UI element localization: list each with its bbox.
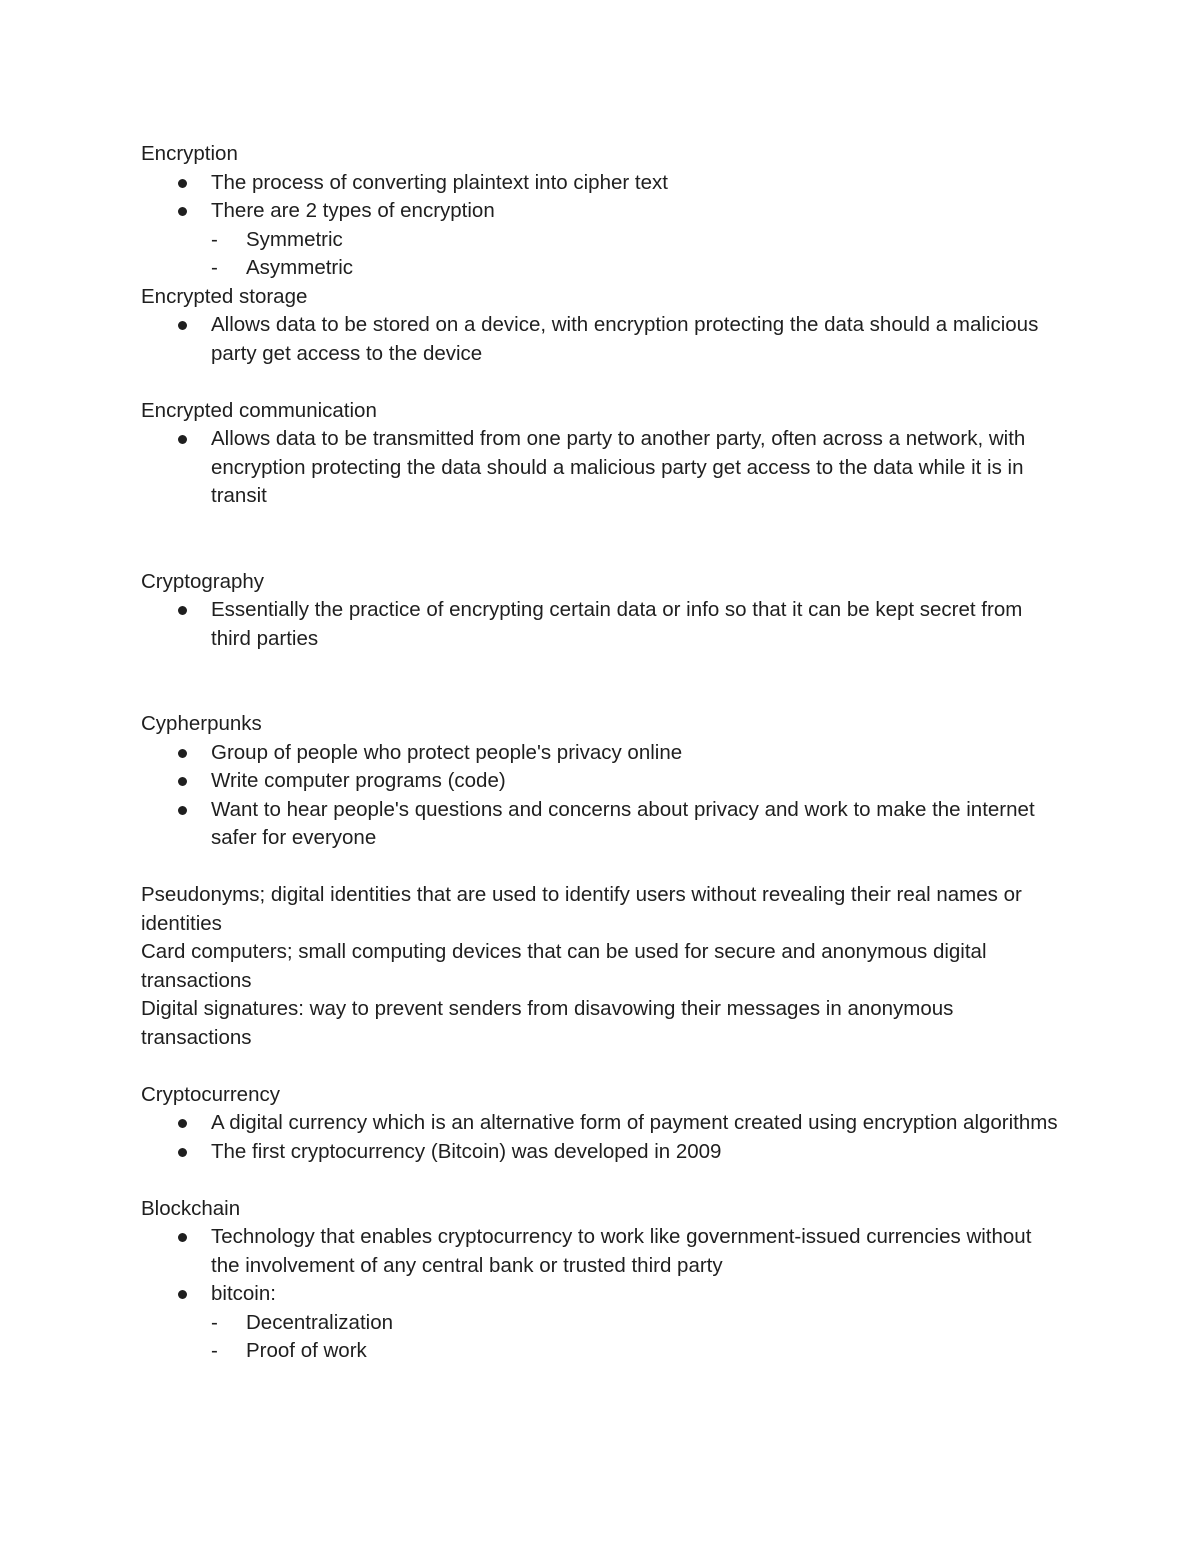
encrypted-communication-bullets xyxy=(141,425,1061,511)
list-item-text: Write computer programs (code) xyxy=(211,769,506,792)
dash-icon: - xyxy=(211,256,218,279)
bullet-icon xyxy=(178,1119,187,1128)
encryption-types xyxy=(141,226,1061,283)
encrypted-storage-bullets xyxy=(141,311,1061,368)
list-item xyxy=(141,1109,1061,1138)
bitcoin-items xyxy=(141,1309,1061,1366)
list-item xyxy=(141,1280,1061,1309)
blockchain-bullets xyxy=(141,1223,1061,1309)
list-item xyxy=(176,1309,1061,1338)
dash-icon: - xyxy=(211,1339,218,1362)
list-item xyxy=(141,1138,1061,1167)
list-item xyxy=(176,254,1061,283)
list-item xyxy=(176,1337,1061,1366)
list-item-text: Essentially the practice of encrypting certain data or info so that it can be kept secret from third parties xyxy=(211,598,1023,650)
definition-pseudonyms: Pseudonyms; digital identities that are used to identify users without revealing their real names or identities xyxy=(141,883,1022,935)
list-item-text: bitcoin: xyxy=(211,1282,276,1305)
bullet-icon xyxy=(178,1290,187,1299)
list-item-text: A digital currency which is an alternative form of payment created using encryption algorithms xyxy=(211,1111,1058,1134)
list-item-text: Allows data to be stored on a device, with encryption protecting the data should a malicious party get access to the device xyxy=(211,313,1039,365)
bullet-icon xyxy=(178,1233,187,1242)
list-item-text: Allows data to be transmitted from one party to another party, often across a network, with encryption protecting the data should a malicious party get access to the data while it is in transit xyxy=(211,427,1026,507)
encryption-bullets xyxy=(141,169,1061,226)
bullet-icon xyxy=(178,806,187,815)
bullet-icon xyxy=(178,321,187,330)
heading-cryptocurrency: Cryptocurrency xyxy=(141,1082,280,1106)
list-item xyxy=(141,739,1061,768)
cryptocurrency-bullets xyxy=(141,1109,1061,1166)
heading-encryption: Encryption xyxy=(141,142,238,165)
cryptography-bullets xyxy=(141,596,1061,653)
list-item-text: Proof of work xyxy=(246,1339,367,1362)
spacer xyxy=(141,853,1061,882)
list-item-text: Want to hear people's questions and concerns about privacy and work to make the internet safer for everyone xyxy=(211,797,1035,849)
spacer xyxy=(141,653,1061,710)
list-item xyxy=(141,596,1061,653)
list-item xyxy=(141,425,1061,511)
spacer xyxy=(141,368,1061,397)
definition-card-computers: Card computers; small computing devices that can be used for secure and anonymous digital transactions xyxy=(141,940,987,992)
list-item xyxy=(141,767,1061,796)
list-item xyxy=(141,1223,1061,1280)
list-item xyxy=(176,226,1061,255)
document-page xyxy=(141,140,1061,1366)
spacer xyxy=(141,1166,1061,1195)
bullet-icon xyxy=(178,207,187,216)
list-item-text: The process of converting plaintext into cipher text xyxy=(211,170,668,194)
definition-digital-signatures: Digital signatures: way to prevent senders from disavowing their messages in anonymous transactions xyxy=(141,997,954,1049)
spacer xyxy=(141,511,1061,568)
list-item-text: Decentralization xyxy=(246,1310,393,1334)
list-item xyxy=(141,311,1061,368)
heading-blockchain: Blockchain xyxy=(141,1196,241,1220)
heading-cypherpunks: Cypherpunks xyxy=(141,712,262,735)
bullet-icon xyxy=(178,606,187,615)
list-item-text: Symmetric xyxy=(246,227,343,251)
list-item-text: There are 2 types of encryption xyxy=(211,199,495,222)
list-item-text: Asymmetric xyxy=(246,256,354,279)
list-item-text: The first cryptocurrency (Bitcoin) was developed in 2009 xyxy=(211,1139,722,1163)
bullet-icon xyxy=(178,435,187,444)
bullet-icon xyxy=(178,1148,187,1157)
dash-icon: - xyxy=(211,227,218,251)
heading-encrypted-storage: Encrypted storage xyxy=(141,284,308,308)
dash-icon: - xyxy=(211,1310,218,1334)
cypherpunks-bullets xyxy=(141,739,1061,853)
heading-encrypted-communication: Encrypted communication xyxy=(141,398,377,422)
list-item-text: Technology that enables cryptocurrency to work like government-issued currencies without the involvement of any central bank or trusted third party xyxy=(211,1225,1032,1277)
spacer xyxy=(141,1052,1061,1081)
list-item xyxy=(141,796,1061,853)
list-item xyxy=(141,169,1061,198)
bullet-icon xyxy=(178,777,187,786)
list-item xyxy=(141,197,1061,226)
heading-cryptography: Cryptography xyxy=(141,569,265,593)
bullet-icon xyxy=(178,179,187,188)
list-item-text: Group of people who protect people's privacy online xyxy=(211,740,683,764)
bullet-icon xyxy=(178,749,187,758)
